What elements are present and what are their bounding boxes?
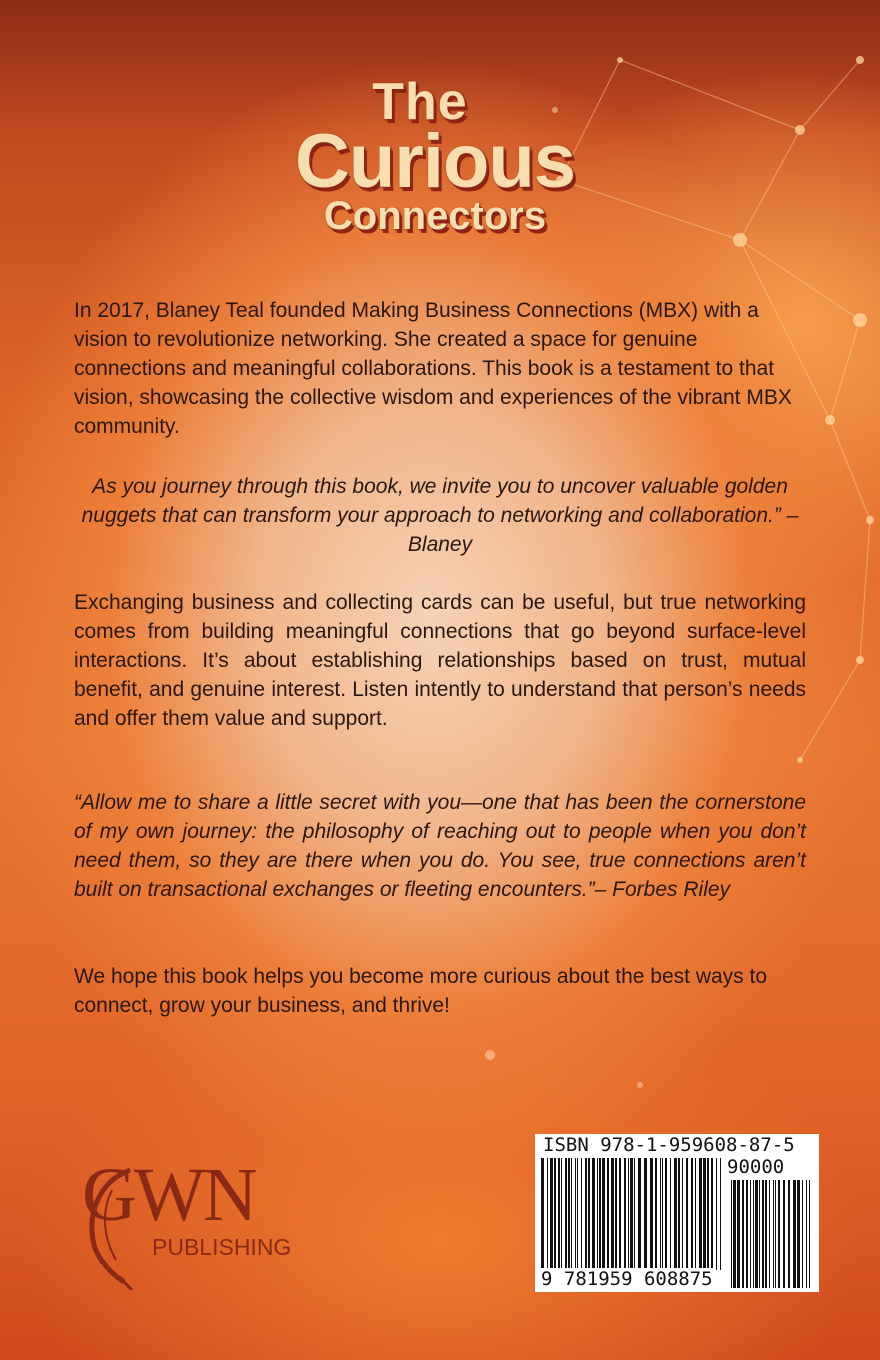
barcode-bar xyxy=(755,1180,758,1288)
barcode-bar xyxy=(699,1158,702,1270)
barcode-bar xyxy=(711,1158,713,1270)
barcode-bar xyxy=(665,1158,667,1270)
logo-subtitle: PUBLISHING xyxy=(152,1234,292,1260)
barcode-bar xyxy=(581,1158,582,1270)
barcode-bar xyxy=(607,1158,609,1270)
barcode-bar xyxy=(592,1158,595,1270)
barcode-addon-bars xyxy=(731,1180,811,1288)
barcode-digits: 9 781959 608875 xyxy=(541,1268,713,1290)
barcode-bar xyxy=(797,1180,800,1288)
barcode-bar xyxy=(619,1158,621,1270)
barcode-bar xyxy=(750,1180,751,1288)
barcode-bar xyxy=(765,1180,767,1288)
barcode-bar xyxy=(716,1158,717,1270)
barcode-bar xyxy=(788,1180,790,1288)
barcode-bar xyxy=(691,1158,693,1270)
barcode-bar xyxy=(737,1180,740,1288)
barcode-bar xyxy=(644,1158,647,1270)
barcode-bar xyxy=(742,1180,744,1288)
barcode-bar xyxy=(565,1158,567,1270)
barcode-bar xyxy=(731,1180,732,1288)
barcode-bar xyxy=(733,1180,736,1288)
barcode-bar xyxy=(550,1158,553,1270)
logo-letters: GWN xyxy=(82,1153,255,1237)
barcode-bar xyxy=(793,1180,796,1288)
barcode-bar xyxy=(678,1158,680,1270)
barcode-bar xyxy=(769,1180,770,1288)
barcode-bar xyxy=(611,1158,614,1270)
barcode-bar xyxy=(624,1158,626,1270)
barcode-bar xyxy=(588,1158,590,1270)
barcode-bar xyxy=(783,1180,785,1288)
barcode-bar xyxy=(541,1158,544,1270)
barcode-bar xyxy=(707,1158,709,1270)
barcode-bar xyxy=(802,1180,803,1288)
barcode-bar xyxy=(773,1180,774,1288)
barcode-bar xyxy=(575,1158,576,1270)
isbn-label: ISBN 978-1-959608-87-5 xyxy=(543,1134,795,1156)
barcode-bar xyxy=(602,1158,605,1270)
barcode-bar xyxy=(762,1180,764,1288)
barcode-bar xyxy=(703,1158,706,1270)
gwn-publishing-logo xyxy=(72,1150,312,1290)
barcode-bar xyxy=(615,1158,617,1270)
title-line-connectors: Connectors xyxy=(323,194,547,238)
title-line-the: The xyxy=(372,73,468,131)
barcode-addon-code: 90000 xyxy=(727,1156,785,1178)
barcode-bar xyxy=(674,1158,677,1270)
closing-paragraph: We hope this book helps you become more curious about the best ways to connect, grow your business, and thrive! xyxy=(74,965,768,1017)
barcode-bar xyxy=(746,1180,748,1288)
barcode-bar xyxy=(638,1158,641,1270)
barcode-bar xyxy=(650,1158,653,1270)
networking-paragraph: Exchanging business and collecting cards can be useful, but true networking comes from building meaningful connections that go beyond surface-level interactions. It’s about establishing relationships based on trust, mutual benefit, and genuine interest. Listen intently to understand that person’s needs and offer them value and support. xyxy=(74,591,806,730)
barcode-bar xyxy=(809,1180,810,1288)
barcode-bar xyxy=(695,1158,696,1270)
barcode-bar xyxy=(597,1158,598,1270)
barcode-bar xyxy=(571,1158,572,1270)
isbn-barcode xyxy=(535,1134,819,1292)
barcode-bar xyxy=(558,1158,560,1270)
barcode-bar xyxy=(599,1158,601,1270)
barcode-main-bars xyxy=(541,1158,721,1270)
barcode-bar xyxy=(670,1158,671,1270)
barcode-bar xyxy=(759,1180,760,1288)
barcode-bar xyxy=(628,1158,629,1270)
barcode-bar xyxy=(547,1158,548,1270)
barcode-bar xyxy=(660,1158,661,1270)
barcode-bar xyxy=(753,1180,754,1288)
barcode-bar xyxy=(682,1158,683,1270)
barcode-bar xyxy=(655,1158,657,1270)
barcode-bar xyxy=(720,1158,721,1270)
barcode-bar xyxy=(630,1158,633,1270)
intro-paragraph: In 2017, Blaney Teal founded Making Business Connections (MBX) with a vision to revolutionize networking. She created a space for genuine connections and meaningful collaborations. This book is a testament to that vision, showcasing the collective wisdom and experiences of the vibrant MBX community. xyxy=(74,299,792,438)
barcode-bar xyxy=(806,1180,807,1288)
barcode-bar xyxy=(775,1180,776,1288)
title-line-curious: Curious xyxy=(294,119,576,204)
barcode-bar xyxy=(585,1158,587,1270)
blaney-quote: As you journey through this book, we invite you to uncover valuable golden nuggets that can transform your approach to networking and collaboration.” – Blaney xyxy=(81,475,799,556)
barcode-bar xyxy=(634,1158,635,1270)
barcode-bar xyxy=(662,1158,663,1270)
barcode-bar xyxy=(778,1180,780,1288)
forbes-riley-quote: “Allow me to share a little secret with you—one that has been the cornerstone of my own journey: the philosophy of reaching out to people when you don’t need them, so they are there when you do. You see, true connections aren’t built on transactional exchanges or fleeting encounters.”– Forbes Riley xyxy=(74,791,806,901)
barcode-bar xyxy=(554,1158,556,1270)
barcode-bar xyxy=(686,1158,688,1270)
barcode-bar xyxy=(577,1158,578,1270)
barcode-bar xyxy=(568,1158,570,1270)
barcode-bar xyxy=(561,1158,562,1270)
